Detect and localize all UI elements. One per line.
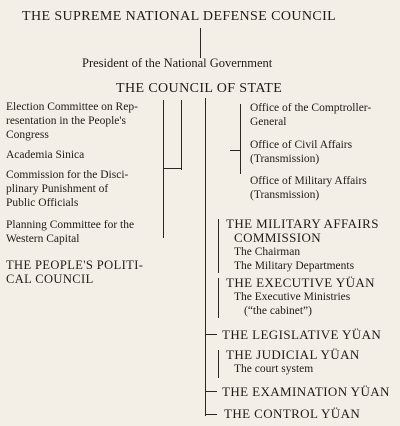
control-tick — [205, 414, 217, 415]
left-item-1: Election Committee on Rep- resentation in the People's Congress — [6, 101, 138, 141]
supreme-council: THE SUPREME NATIONAL DEFENSE COUNCIL — [22, 9, 337, 24]
president: President of the National Government — [82, 56, 273, 70]
offices-tick — [230, 150, 240, 151]
examination-tick — [205, 391, 217, 392]
legislative-tick — [205, 334, 217, 335]
offices-bracket — [240, 104, 241, 174]
left-brace-line — [163, 100, 164, 238]
judicial-yuan: THE JUDICIAL YÜAN The court system — [226, 347, 360, 375]
legislative-yuan: THE LEGISLATIVE YÜAN — [222, 327, 382, 342]
connector-top — [200, 28, 201, 58]
examination-yuan: THE EXAMINATION YÜAN — [222, 384, 390, 399]
left-item-2: Academia Sinica — [6, 149, 85, 161]
left-brace-mid — [164, 168, 182, 169]
office-2: Office of Civil Affairs (Transmission) — [250, 139, 353, 165]
left-connector — [181, 100, 182, 170]
military-commission: THE MILITARY AFFAIRS COMMISSION The Chairman The Military Departments — [226, 216, 379, 272]
left-item-4: Planning Committee for the Western Capital — [6, 219, 135, 245]
control-yuan: THE CONTROL YÜAN — [224, 406, 361, 421]
military-bracket — [218, 219, 219, 273]
council-of-state: THE COUNCIL OF STATE — [116, 81, 283, 96]
executive-bracket — [218, 278, 219, 318]
executive-yuan: THE EXECUTIVE YÜAN The Executive Ministries (“the cabinet”) — [226, 275, 375, 317]
office-3: Office of Military Affairs (Transmission) — [250, 175, 367, 201]
office-1: Office of the Comptroller- General — [250, 102, 372, 128]
judicial-bracket — [218, 350, 219, 378]
main-spine — [205, 98, 206, 416]
left-item-3: Commission for the Disci- plinary Punishment of Public Officials — [6, 169, 129, 209]
political-council: THE PEOPLE'S POLITI- CAL COUNCIL — [6, 258, 144, 286]
